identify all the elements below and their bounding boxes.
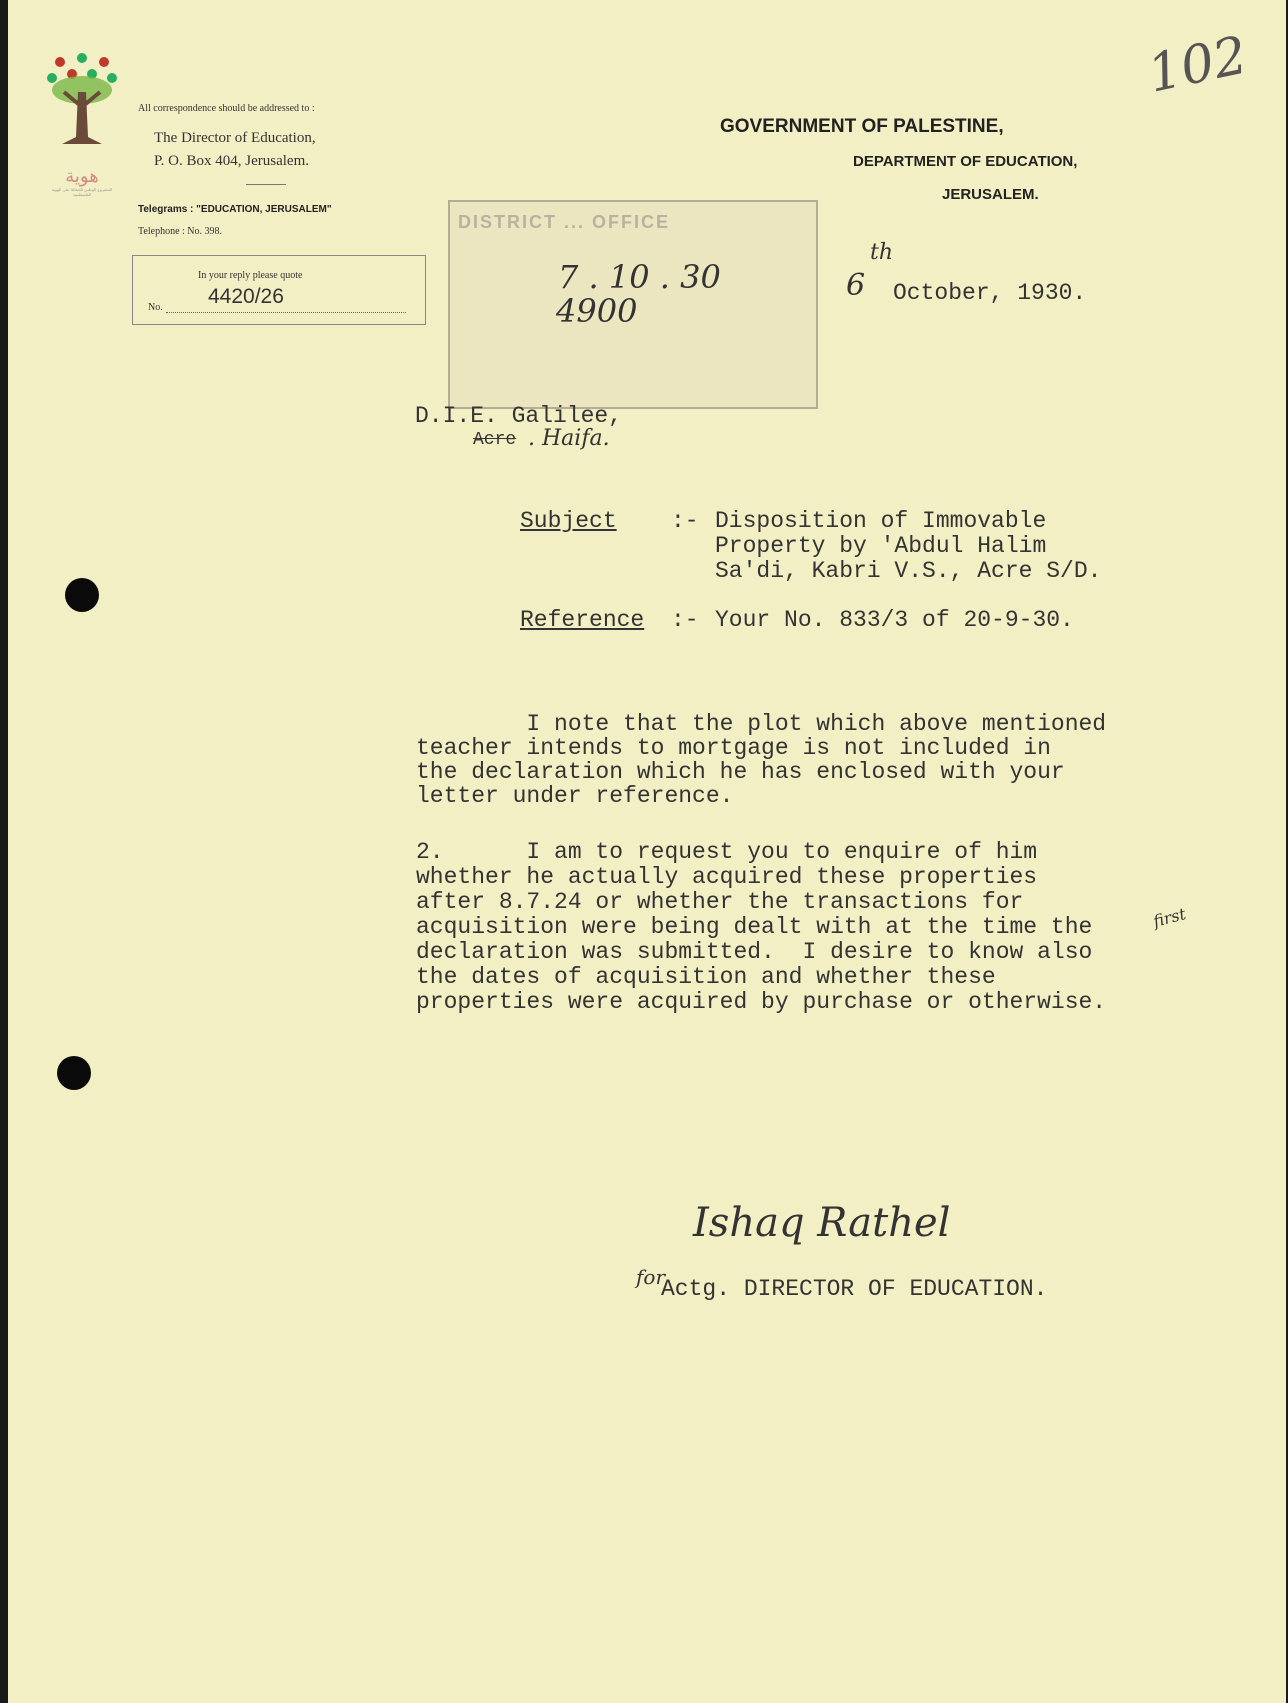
subject-line-3: Sa'di, Kabri V.S., Acre S/D. bbox=[715, 558, 1102, 584]
letterhead-department: DEPARTMENT OF EDUCATION, bbox=[853, 153, 1078, 170]
page-number: 102 bbox=[1142, 25, 1253, 105]
addressee-line: D.I.E. Galilee, bbox=[415, 403, 623, 429]
no-dotted-line bbox=[166, 312, 406, 313]
addressee-handwritten: . Haifa. bbox=[528, 426, 610, 451]
signature: Ishaq Rathel bbox=[693, 1200, 951, 1246]
signature-prefix: for bbox=[636, 1265, 666, 1289]
paragraph-1-line-2: teacher intends to mortgage is not included in bbox=[416, 735, 1051, 761]
reply-note: In your reply please quote bbox=[198, 270, 303, 281]
tree-logo-icon bbox=[42, 52, 122, 162]
paragraph-2-line-5: declaration was submitted. I desire to know also bbox=[416, 939, 1093, 965]
margin-insert: first bbox=[1151, 904, 1188, 931]
correspondence-note: All correspondence should be addressed to : bbox=[138, 103, 315, 114]
stamp-text: DISTRICT ... OFFICE bbox=[458, 212, 670, 232]
letterhead-city: JERUSALEM. bbox=[942, 186, 1039, 203]
telegrams-line: Telegrams : "EDUCATION, JERUSALEM" bbox=[138, 204, 332, 215]
subject-line-1: Disposition of Immovable bbox=[715, 508, 1047, 534]
punch-hole-bottom bbox=[57, 1056, 91, 1090]
date-suffix: th bbox=[870, 240, 894, 265]
paragraph-1-line-1: I note that the plot which above mentioned bbox=[416, 711, 1107, 737]
stamp-number: 4900 bbox=[556, 292, 638, 330]
paragraph-2-line-4: acquisition were being dealt with at the time the bbox=[416, 914, 1093, 940]
stamp-date: 7 . 10 . 30 bbox=[558, 258, 721, 296]
paragraph-1-line-3: the declaration which he has enclosed with your bbox=[416, 759, 1065, 785]
subject-line-2: Property by 'Abdul Halim bbox=[715, 533, 1047, 559]
paragraph-2-line-3: after 8.7.24 or whether the transactions for bbox=[416, 889, 1024, 915]
paragraph-2-line-1: 2. I am to request you to enquire of him bbox=[416, 839, 1038, 865]
paragraph-2-line-7: properties were acquired by purchase or otherwise. bbox=[416, 989, 1107, 1015]
date-day: 6 bbox=[846, 268, 866, 303]
address-line: P. O. Box 404, Jerusalem. bbox=[154, 153, 309, 169]
letter-page bbox=[8, 0, 1286, 1703]
signatory-title: Actg. DIRECTOR OF EDUCATION. bbox=[661, 1276, 1048, 1302]
reference-number: 4420/26 bbox=[208, 285, 284, 308]
paragraph-2-line-2: whether he actually acquired these properties bbox=[416, 864, 1038, 890]
logo-text: هوية bbox=[65, 166, 99, 187]
no-label: No. bbox=[148, 302, 163, 313]
archive-logo bbox=[42, 52, 122, 202]
reference-separator: :- bbox=[671, 607, 699, 633]
reference-label: Reference bbox=[520, 607, 645, 633]
divider bbox=[246, 184, 286, 185]
paragraph-1-line-4: letter under reference. bbox=[416, 783, 734, 809]
subject-label: Subject bbox=[520, 508, 617, 534]
logo-subtext: المشروع الوطني للحفاظ على الهوية الفلسطينية bbox=[51, 187, 113, 197]
telephone-line: Telephone : No. 398. bbox=[138, 226, 223, 237]
subject-separator: :- bbox=[671, 508, 699, 534]
director-line: The Director of Education, bbox=[154, 130, 316, 146]
addressee-struck: Acre bbox=[473, 430, 517, 450]
date-text: October, 1930. bbox=[893, 280, 1087, 306]
reference-text: Your No. 833/3 of 20-9-30. bbox=[715, 607, 1074, 633]
letterhead-government: GOVERNMENT OF PALESTINE, bbox=[720, 116, 1004, 137]
punch-hole-top bbox=[65, 578, 99, 612]
paragraph-2-line-6: the dates of acquisition and whether these bbox=[416, 964, 996, 990]
